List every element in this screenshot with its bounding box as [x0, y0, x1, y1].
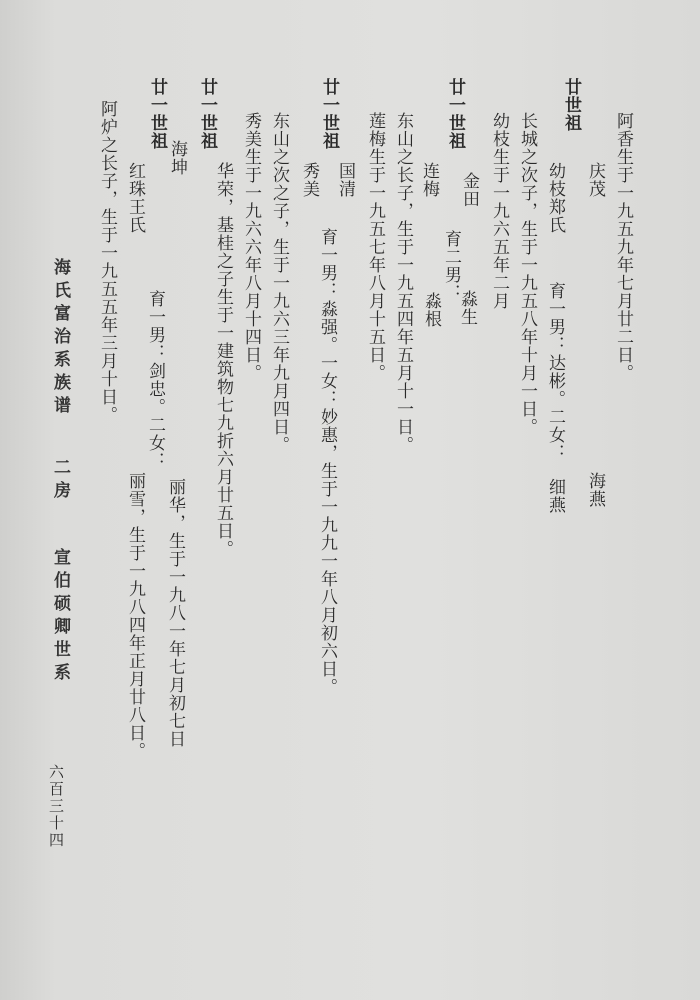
- text-column: 国清: [335, 162, 355, 198]
- text-column: 丽雪，生于一九八四年正月廿八日。: [125, 472, 145, 760]
- text-column: 连梅: [419, 162, 439, 198]
- text-column: 莲梅生于一九五七年八月十五日。: [365, 112, 385, 382]
- text-column: 秀美: [299, 162, 319, 198]
- text-column: 育一男：达彬。二女：: [545, 282, 565, 462]
- text-column: 庆茂: [585, 162, 605, 198]
- text-column: 长城之次子，生于一九五八年十月一日。: [517, 112, 537, 436]
- text-column: 丽华，生于一九八一年七月初七日: [165, 478, 185, 748]
- text-column: 细燕: [545, 478, 565, 514]
- text-column: 秀美生于一九六六年八月十四日。: [241, 112, 261, 382]
- text-column: 育一男：淼强。一女：妙惠，生于一九九一年八月初六日。: [317, 228, 337, 696]
- generation-heading: 廿一世祖: [319, 78, 339, 150]
- text-column: 幼枝生于一九六五年二月: [489, 112, 509, 310]
- generation-heading: 廿一世祖: [197, 78, 217, 150]
- text-column: 金田: [459, 172, 479, 208]
- lineage-label: 宣伯硕卿世系: [50, 548, 70, 686]
- generation-heading: 廿世祖: [561, 78, 581, 132]
- text-column: 幼枝郑氏: [545, 162, 565, 234]
- text-column: 海坤: [167, 140, 187, 176]
- text-column: 海燕: [585, 472, 605, 508]
- text-column: 东山之长子，生于一九五四年五月十一日。: [393, 112, 413, 454]
- text-column: 育一男：剑忠。二女：: [145, 290, 165, 470]
- text-column: 淼生: [457, 290, 477, 326]
- branch-label: 二房: [50, 458, 70, 504]
- text-column: 阿炉之长子，生于一九五五年三月十日。: [97, 100, 117, 424]
- text-column: 华荣，基桂之子生于一建筑物七九折六月廿五日。: [213, 162, 233, 558]
- text-column: 阿香生于一九五九年七月廿二日。: [613, 112, 633, 382]
- text-column: 东山之次之子，生于一九六三年九月四日。: [269, 112, 289, 454]
- book-title: 海氏富治系族谱: [50, 258, 70, 419]
- text-column: 红珠王氏: [125, 162, 145, 234]
- generation-heading: 廿一世祖: [445, 78, 465, 150]
- generation-heading: 廿一世祖: [147, 78, 167, 150]
- text-column: 育二男：: [441, 230, 461, 302]
- page-number: 六百三十四: [47, 764, 65, 849]
- text-column: 淼根: [421, 292, 441, 328]
